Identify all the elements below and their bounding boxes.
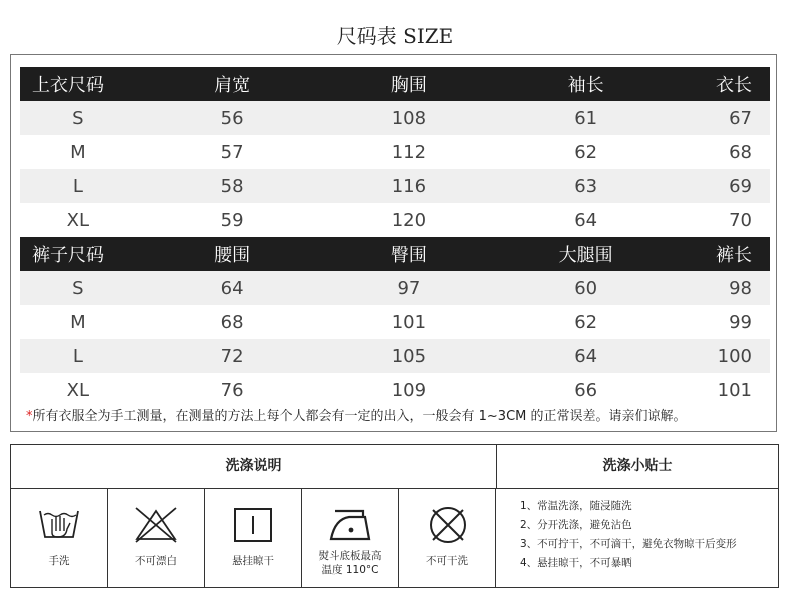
size-cell: M <box>70 311 86 333</box>
value-cell: 97 <box>329 271 490 305</box>
value-cell: 76 <box>220 379 244 401</box>
hand-wash-icon <box>38 505 80 545</box>
note-text: 所有衣服全为手工测量，在测量的方法上每个人都会有一定的出入，一般会有 1~3CM 的正常误差。请亲们谅解。 <box>32 409 687 424</box>
value-cell: 63 <box>489 169 682 203</box>
header-cell: 胸围 <box>329 67 490 101</box>
table-row <box>20 305 770 339</box>
value-cell: 112 <box>391 141 427 163</box>
table-row <box>20 339 770 373</box>
value-cell: 67 <box>682 101 770 135</box>
value-cell: 116 <box>329 169 490 203</box>
header-cell: 裤长 <box>682 237 770 271</box>
no-bleach-icon <box>133 505 179 545</box>
note-asterisk: * <box>26 409 33 424</box>
care-label: 不可干洗 <box>426 555 468 567</box>
value-cell: 62 <box>574 141 598 163</box>
table-row <box>20 101 770 135</box>
tip-item: 1、常温洗涤，随浸随洗 <box>520 500 632 512</box>
header-cell: 上衣尺码 <box>20 67 136 101</box>
care-instructions-panel <box>10 444 779 588</box>
size-cell: XL <box>66 209 90 231</box>
value-cell: 99 <box>729 311 752 333</box>
header-cell: 衣长 <box>682 67 770 101</box>
value-cell: 57 <box>220 141 244 163</box>
header-cell: 袖长 <box>489 67 682 101</box>
care-item-iron <box>302 489 399 587</box>
care-item-no-dry-clean <box>399 489 496 587</box>
header-cell: 大腿围 <box>489 237 682 271</box>
value-cell: 69 <box>682 169 770 203</box>
tip-item: 2、分开洗涤，避免沾色 <box>520 519 632 531</box>
header-cell: 腰围 <box>136 237 329 271</box>
care-label-line: 熨斗底板最高 <box>318 550 382 562</box>
care-item-hand-wash <box>11 489 108 587</box>
value-cell: 70 <box>729 209 752 231</box>
value-cell: 59 <box>220 209 244 231</box>
value-cell: 105 <box>329 339 490 373</box>
value-cell: 60 <box>489 271 682 305</box>
care-title: 洗涤说明 <box>11 445 497 488</box>
tip-item: 4、悬挂晾干，不可暴晒 <box>520 557 632 569</box>
tip-item: 3、不可拧干，不可滴干，避免衣物晾干后变形 <box>520 538 737 550</box>
care-label <box>302 549 398 577</box>
header-cell: 臀围 <box>329 237 490 271</box>
top-table-header <box>20 67 770 101</box>
care-label: 不可漂白 <box>135 555 177 567</box>
value-cell: 64 <box>489 339 682 373</box>
value-cell: 98 <box>682 271 770 305</box>
value-cell: 101 <box>717 379 752 401</box>
table-row <box>20 271 770 305</box>
table-row <box>20 169 770 203</box>
table-row <box>20 203 770 237</box>
header-cell: 裤子尺码 <box>20 237 136 271</box>
care-item-no-bleach <box>108 489 205 587</box>
value-cell: 68 <box>729 141 752 163</box>
page-title: 尺码表 SIZE <box>336 24 454 48</box>
value-cell: 120 <box>391 209 427 231</box>
value-cell: 61 <box>489 101 682 135</box>
size-cell: S <box>20 271 136 305</box>
value-cell: 66 <box>574 379 598 401</box>
care-label: 手洗 <box>48 555 70 567</box>
no-dry-clean-icon <box>426 505 470 545</box>
value-cell: 108 <box>329 101 490 135</box>
size-table <box>20 67 770 407</box>
care-label-line: 温度 110°C <box>321 564 379 576</box>
value-cell: 100 <box>682 339 770 373</box>
care-tips-list <box>520 497 737 573</box>
table-row <box>20 135 770 169</box>
size-cell: XL <box>66 379 90 401</box>
value-cell: 72 <box>136 339 329 373</box>
value-cell: 68 <box>220 311 244 333</box>
hang-dry-icon <box>232 505 274 545</box>
value-cell: 58 <box>136 169 329 203</box>
care-label: 悬挂晾干 <box>232 555 274 567</box>
iron-low-icon <box>327 505 373 545</box>
size-cell: L <box>20 339 136 373</box>
value-cell: 64 <box>136 271 329 305</box>
size-cell: S <box>20 101 136 135</box>
header-cell: 肩宽 <box>136 67 329 101</box>
bottom-table-header <box>20 237 770 271</box>
care-item-hang-dry <box>205 489 302 587</box>
value-cell: 62 <box>574 311 598 333</box>
value-cell: 101 <box>391 311 427 333</box>
table-row <box>20 373 770 407</box>
value-cell: 64 <box>574 209 598 231</box>
value-cell: 56 <box>136 101 329 135</box>
measurement-note <box>26 405 687 424</box>
tips-title: 洗涤小贴士 <box>602 458 673 474</box>
size-cell: L <box>20 169 136 203</box>
size-cell: M <box>70 141 86 163</box>
value-cell: 109 <box>391 379 427 401</box>
